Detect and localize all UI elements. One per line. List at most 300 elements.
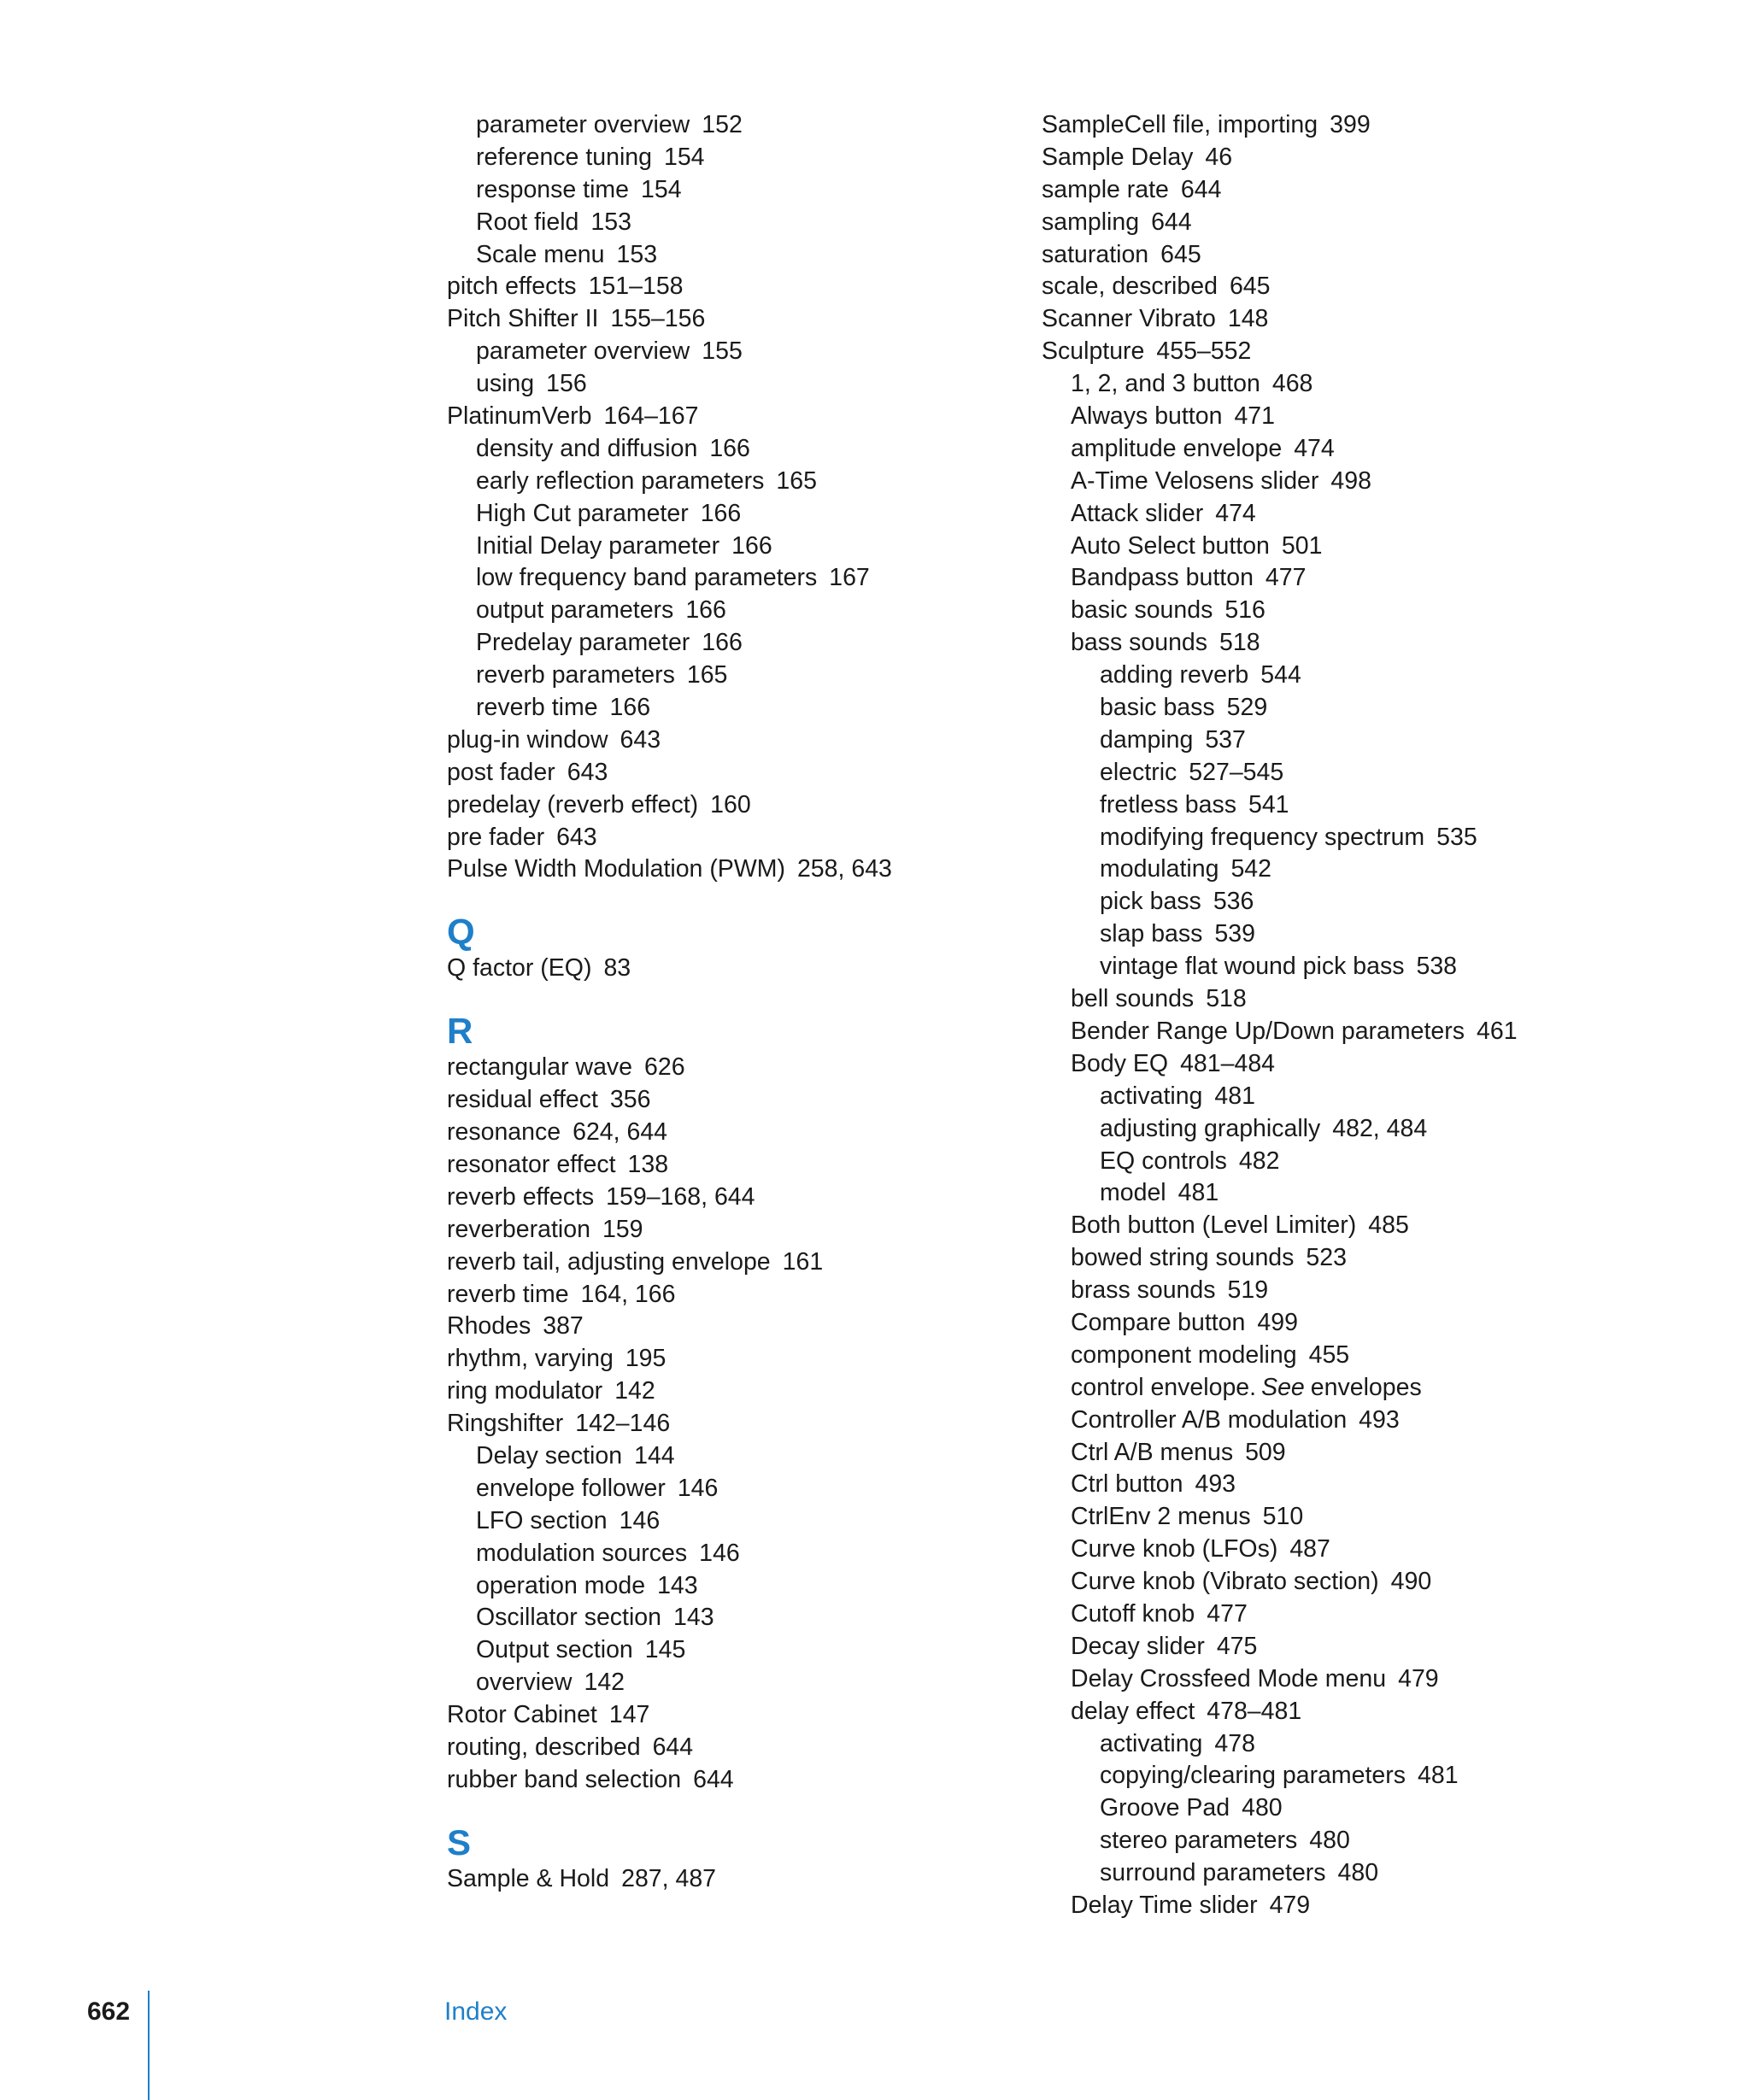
index-page-numbers: 644: [1151, 208, 1192, 236]
index-section-letter: S: [447, 1821, 472, 1862]
index-entry: [447, 660, 977, 692]
index-page-numbers: 166: [700, 499, 742, 527]
index-entry: [1042, 562, 1589, 595]
index-entry: [1042, 789, 1589, 822]
index-entry: [447, 1440, 977, 1473]
index-term: predelay (reverb effect): [447, 790, 699, 818]
index-page-numbers: 164, 166: [580, 1280, 676, 1308]
index-page-numbers: 167: [829, 564, 870, 592]
index-entry: [447, 1214, 977, 1247]
footer-divider: [148, 1991, 150, 2100]
index-page-numbers: 481: [1214, 1082, 1255, 1110]
index-page-numbers: 468: [1271, 370, 1313, 398]
index-entry: [1042, 1340, 1589, 1372]
index-entry: [1042, 627, 1589, 660]
index-page-numbers: 160: [710, 790, 751, 818]
index-term: copying/clearing parameters: [1100, 1762, 1406, 1790]
index-term: Rhodes: [447, 1312, 531, 1340]
index-page-numbers: 477: [1265, 564, 1307, 592]
index-entry: [447, 109, 977, 142]
index-term: Bandpass button: [1071, 564, 1254, 592]
index-page-numbers: 481: [1418, 1762, 1459, 1790]
index-page-numbers: 474: [1294, 434, 1335, 462]
index-page-numbers: 258, 643: [796, 855, 892, 883]
index-term: reverb time: [447, 1280, 569, 1308]
index-entry: [447, 1732, 977, 1764]
index-entry: [1042, 692, 1589, 724]
index-term: using: [476, 370, 535, 398]
index-term: output parameters: [476, 596, 674, 625]
index-page-numbers: 542: [1230, 855, 1271, 883]
index-entry: [447, 466, 977, 498]
index-page-numbers: 399: [1330, 111, 1371, 138]
index-entry: [447, 1182, 977, 1214]
index-entry: [447, 1311, 977, 1343]
index-page-numbers: 645: [1229, 273, 1271, 301]
index-entry: [1042, 1113, 1589, 1146]
index-entry: [1042, 1405, 1589, 1437]
index-term: model: [1100, 1179, 1166, 1207]
index-term: Attack slider: [1071, 499, 1204, 527]
index-entry: [447, 336, 977, 368]
index-term: Q factor (EQ): [447, 954, 592, 983]
index-term: pre fader: [447, 823, 545, 851]
index-entry: [447, 724, 977, 757]
index-term: Root field: [476, 208, 579, 236]
index-entry: [1042, 1825, 1589, 1857]
index-page-numbers: 166: [609, 694, 651, 722]
index-page-numbers: 144: [634, 1441, 675, 1469]
index-page-numbers: 499: [1257, 1308, 1298, 1336]
index-page-numbers: 536: [1213, 888, 1254, 916]
index-page-numbers: 155: [702, 337, 743, 366]
index-term: density and diffusion: [476, 434, 698, 462]
index-page-numbers: 142–146: [575, 1410, 671, 1438]
index-term: operation mode: [476, 1571, 646, 1599]
index-entry: [1042, 1177, 1589, 1210]
index-term: rhythm, varying: [447, 1345, 614, 1373]
index-term: Controller A/B modulation: [1071, 1405, 1348, 1434]
index-page-numbers: 478–481: [1207, 1697, 1302, 1725]
index-entry: [1042, 1760, 1589, 1792]
index-term: vintage flat wound pick bass: [1100, 953, 1405, 981]
index-term: Predelay parameter: [476, 629, 690, 657]
index-term: scale, described: [1042, 273, 1218, 301]
index-term: surround parameters: [1100, 1859, 1326, 1887]
index-page-numbers: 481: [1177, 1179, 1219, 1207]
index-entry: [447, 1084, 977, 1117]
index-section-letter: Q: [447, 912, 475, 953]
index-page-numbers: 161: [782, 1247, 824, 1276]
index-page-numbers: 482, 484: [1332, 1114, 1428, 1142]
index-term: modifying frequency spectrum: [1100, 823, 1425, 851]
index-page-numbers: 645: [1160, 240, 1201, 268]
index-page-numbers: 477: [1207, 1599, 1248, 1628]
index-term: bowed string sounds: [1071, 1244, 1295, 1272]
index-entry: [447, 401, 977, 433]
index-page-numbers: 165: [686, 661, 728, 689]
index-entry: [447, 1602, 977, 1634]
index-entry: [1042, 724, 1589, 757]
index-page-numbers: 644: [693, 1765, 734, 1793]
index-term: Delay Time slider: [1071, 1891, 1258, 1919]
index-page-numbers: 151–158: [588, 273, 684, 301]
index-entry: [1042, 1631, 1589, 1663]
index-term: resonance: [447, 1118, 561, 1147]
index-entry: [1042, 1210, 1589, 1242]
footer-section-title: Index: [444, 1997, 508, 2026]
index-term: PlatinumVerb: [447, 402, 592, 431]
index-entry: [1042, 207, 1589, 239]
index-term: early reflection parameters: [476, 466, 765, 495]
index-page-numbers: 535: [1436, 823, 1477, 851]
index-term: reference tuning: [476, 143, 652, 171]
index-term: fretless bass: [1100, 790, 1236, 818]
index-entry: [447, 433, 977, 466]
index-term: rectangular wave: [447, 1053, 633, 1082]
index-term: Delay Crossfeed Mode menu: [1071, 1664, 1387, 1692]
index-term: modulation sources: [476, 1539, 688, 1567]
index-page-numbers: 461: [1477, 1017, 1518, 1045]
index-entry: [447, 1343, 977, 1376]
index-page-numbers: 146: [699, 1539, 740, 1567]
see-reference: See: [1261, 1373, 1305, 1401]
index-page-numbers: 644: [1180, 175, 1222, 203]
index-entry: [1042, 239, 1589, 272]
index-page-numbers: 146: [619, 1506, 661, 1534]
index-page-numbers: 538: [1416, 953, 1458, 981]
index-entry: [447, 789, 977, 822]
index-page-numbers: 544: [1260, 661, 1301, 689]
index-entry: [1042, 174, 1589, 207]
index-entry: [1042, 1728, 1589, 1761]
index-entry: [1042, 1534, 1589, 1566]
index-entry: [447, 1117, 977, 1149]
index-term: reverb time: [476, 694, 598, 722]
index-entry: [1042, 109, 1589, 142]
index-page-numbers: 509: [1245, 1438, 1286, 1466]
index-term: SampleCell file, importing: [1042, 111, 1318, 138]
index-page-numbers: 643: [567, 758, 608, 786]
index-term: sample rate: [1042, 175, 1169, 203]
index-term: component modeling: [1071, 1340, 1297, 1369]
index-entry: [447, 1505, 977, 1538]
index-entry: [447, 1667, 977, 1699]
index-term: bass sounds: [1071, 629, 1208, 657]
index-entry: [1042, 1048, 1589, 1081]
index-entry: [1042, 1242, 1589, 1275]
index-term: low frequency band parameters: [476, 564, 818, 592]
index-term: Scale menu: [476, 240, 605, 268]
index-entry: [447, 142, 977, 174]
index-page-numbers: 510: [1262, 1503, 1304, 1531]
index-page-numbers: 518: [1206, 985, 1247, 1013]
index-column-right: [1042, 109, 1589, 1922]
index-page-numbers: 165: [776, 466, 817, 495]
index-page-numbers: 475: [1216, 1632, 1258, 1660]
index-term: EQ controls: [1100, 1147, 1227, 1175]
index-page-numbers: 153: [616, 240, 658, 268]
index-page-numbers: 527–545: [1189, 758, 1284, 786]
index-page-numbers: 138: [627, 1150, 669, 1178]
index-term: Compare button: [1071, 1308, 1246, 1336]
index-page-numbers: 145: [644, 1636, 686, 1664]
index-page-numbers: 518: [1219, 629, 1260, 657]
index-page-numbers: 478: [1214, 1729, 1255, 1757]
index-page-numbers: 83: [603, 954, 631, 983]
index-entry: [1042, 918, 1589, 951]
index-term: Curve knob (LFOs): [1071, 1535, 1278, 1563]
index-page-numbers: 387: [543, 1312, 584, 1340]
index-page-numbers: 471: [1234, 402, 1275, 431]
index-entry: [447, 498, 977, 531]
index-entry: [447, 303, 977, 336]
index-page-numbers: 624, 644: [573, 1118, 668, 1147]
index-page-numbers: 644: [652, 1733, 694, 1761]
index-entry: [1042, 498, 1589, 531]
index-entry: [1042, 595, 1589, 627]
index-term: Bender Range Up/Down parameters: [1071, 1017, 1465, 1045]
index-entry: [447, 531, 977, 563]
index-entry: [1042, 1469, 1589, 1501]
index-entry: [1042, 1857, 1589, 1890]
index-entry: [1042, 271, 1589, 303]
index-entry: [447, 822, 977, 854]
index-entry: [447, 595, 977, 627]
index-term: CtrlEnv 2 menus: [1071, 1503, 1251, 1531]
index-column-left: [447, 109, 977, 1896]
index-term: High Cut parameter: [476, 499, 689, 527]
index-term: Curve knob (Vibrato section): [1071, 1568, 1379, 1596]
index-term: Always button: [1071, 402, 1223, 431]
index-entry: [1042, 1792, 1589, 1825]
index-term: LFO section: [476, 1506, 608, 1534]
index-page-numbers: 541: [1248, 790, 1289, 818]
index-entry: [447, 1538, 977, 1570]
index-entry: [1042, 1307, 1589, 1340]
index-page-numbers: 152: [702, 111, 743, 138]
index-term: control envelope.: [1071, 1373, 1257, 1401]
index-reference-target: envelopes: [1310, 1373, 1422, 1401]
index-page-numbers: 356: [609, 1086, 651, 1114]
index-term: Oscillator section: [476, 1604, 661, 1632]
index-term: Decay slider: [1071, 1632, 1205, 1660]
index-term: adding reverb: [1100, 661, 1249, 689]
index-term: resonator effect: [447, 1150, 616, 1178]
index-page-numbers: 166: [702, 629, 743, 657]
index-term: reverb tail, adjusting envelope: [447, 1247, 771, 1276]
index-term: Both button (Level Limiter): [1071, 1211, 1357, 1240]
index-page-numbers: 523: [1306, 1244, 1347, 1272]
index-entry: [1042, 1566, 1589, 1598]
index-entry: [1042, 1146, 1589, 1178]
index-page-numbers: 519: [1227, 1276, 1269, 1305]
index-term: envelope follower: [476, 1474, 666, 1502]
index-entry: [1042, 1696, 1589, 1728]
index-entry: [447, 1699, 977, 1732]
index-page-numbers: 626: [644, 1053, 685, 1082]
index-page-numbers: 480: [1337, 1859, 1379, 1887]
index-page-numbers: 498: [1330, 466, 1371, 495]
index-entry: [447, 174, 977, 207]
index-term: Output section: [476, 1636, 633, 1664]
index-term: stereo parameters: [1100, 1827, 1298, 1855]
index-entry: [1042, 531, 1589, 563]
index-term: Cutoff knob: [1071, 1599, 1195, 1628]
index-page-numbers: 455: [1308, 1340, 1350, 1369]
index-page-numbers: 485: [1368, 1211, 1409, 1240]
index-term: Groove Pad: [1100, 1794, 1230, 1822]
index-page-numbers: 143: [673, 1604, 714, 1632]
index-entry: [447, 692, 977, 724]
index-term: parameter overview: [476, 111, 690, 138]
index-page-numbers: 501: [1281, 531, 1323, 560]
index-term: pick bass: [1100, 888, 1201, 916]
index-page-numbers: 539: [1214, 920, 1255, 948]
index-term: activating: [1100, 1729, 1203, 1757]
index-entry: [1042, 368, 1589, 401]
index-entry: [1042, 1275, 1589, 1307]
index-term: basic sounds: [1071, 596, 1213, 625]
index-page-numbers: 159: [602, 1215, 643, 1243]
index-term: sampling: [1042, 208, 1140, 236]
index-term: Rotor Cabinet: [447, 1701, 597, 1729]
index-term: plug-in window: [447, 725, 608, 754]
index-page-numbers: 493: [1195, 1470, 1236, 1499]
index-page-numbers: 480: [1309, 1827, 1350, 1855]
index-term: Scanner Vibrato: [1042, 305, 1216, 333]
index-page-numbers: 493: [1359, 1405, 1400, 1434]
index-entry: [1042, 1016, 1589, 1048]
index-entry: [447, 239, 977, 272]
index-term: rubber band selection: [447, 1765, 682, 1793]
index-entry: [1042, 142, 1589, 174]
index-entry: [447, 207, 977, 239]
index-page-numbers: 455–552: [1156, 337, 1252, 366]
index-section-letter: R: [447, 1011, 473, 1052]
index-entry: [1042, 1890, 1589, 1922]
index-term: Ctrl button: [1071, 1470, 1183, 1499]
index-term: electric: [1100, 758, 1177, 786]
index-term: modulating: [1100, 855, 1219, 883]
index-entry: [1042, 1598, 1589, 1631]
index-term: Pitch Shifter II: [447, 305, 599, 333]
index-entry: [1042, 757, 1589, 789]
index-page-numbers: 156: [546, 370, 587, 398]
index-page-numbers: 166: [709, 434, 750, 462]
index-term: Auto Select button: [1071, 531, 1270, 560]
index-term: parameter overview: [476, 337, 690, 366]
index-entry: [1042, 1501, 1589, 1534]
index-entry: [1042, 336, 1589, 368]
index-term: amplitude envelope: [1071, 434, 1283, 462]
index-entry: [1042, 983, 1589, 1016]
index-term: Delay section: [476, 1441, 623, 1469]
index-entry: [447, 1376, 977, 1408]
index-entry: [447, 627, 977, 660]
index-term: response time: [476, 175, 630, 203]
index-page-numbers: 643: [620, 725, 661, 754]
index-page-numbers: 481–484: [1180, 1049, 1276, 1077]
index-term: Body EQ: [1071, 1049, 1169, 1077]
index-term: damping: [1100, 725, 1194, 754]
index-page-numbers: 516: [1224, 596, 1266, 625]
index-entry: [447, 1473, 977, 1505]
index-page-numbers: 480: [1242, 1794, 1283, 1822]
index-page-numbers: 474: [1215, 499, 1256, 527]
index-entry: [447, 953, 977, 985]
index-entry: [447, 853, 977, 886]
index-term: overview: [476, 1669, 573, 1697]
index-entry: [447, 368, 977, 401]
index-entry: [447, 562, 977, 595]
index-term: Ctrl A/B menus: [1071, 1438, 1234, 1466]
index-entry: [447, 1570, 977, 1603]
index-term: Sample & Hold: [447, 1864, 610, 1892]
index-term: basic bass: [1100, 694, 1215, 722]
index-page-numbers: 155–156: [610, 305, 706, 333]
index-term: ring modulator: [447, 1377, 603, 1405]
index-entry: [447, 1149, 977, 1182]
index-entry: [1042, 1081, 1589, 1113]
index-page-numbers: 142: [584, 1669, 625, 1697]
index-page-numbers: 287, 487: [621, 1864, 717, 1892]
index-page-numbers: 166: [685, 596, 726, 625]
index-page-numbers: 164–167: [603, 402, 699, 431]
index-entry: [447, 1247, 977, 1279]
index-entry: [1042, 660, 1589, 692]
index-page-numbers: 46: [1205, 143, 1233, 171]
index-page-numbers: 154: [663, 143, 705, 171]
index-page-numbers: 159–168, 644: [606, 1182, 755, 1211]
index-page-numbers: 154: [641, 175, 682, 203]
index-entry: [1042, 433, 1589, 466]
index-term: reverb parameters: [476, 661, 675, 689]
index-entry: [1042, 1663, 1589, 1696]
index-term: Sculpture: [1042, 337, 1145, 366]
index-entry: [1042, 1372, 1589, 1405]
index-term: slap bass: [1100, 920, 1203, 948]
index-page-numbers: 153: [590, 208, 631, 236]
index-page-numbers: 529: [1226, 694, 1268, 722]
index-term: brass sounds: [1071, 1276, 1216, 1305]
index-entry: [447, 1279, 977, 1311]
index-entry: [1042, 951, 1589, 983]
index-page-numbers: 142: [614, 1377, 655, 1405]
index-page-numbers: 537: [1205, 725, 1246, 754]
index-entry: [1042, 303, 1589, 336]
index-entry: [1042, 1437, 1589, 1469]
index-term: delay effect: [1071, 1697, 1195, 1725]
index-term: saturation: [1042, 240, 1149, 268]
index-page-numbers: 482: [1238, 1147, 1280, 1175]
index-entry: [447, 1052, 977, 1084]
index-term: routing, described: [447, 1733, 641, 1761]
index-term: Sample Delay: [1042, 143, 1194, 171]
index-page-numbers: 147: [608, 1701, 650, 1729]
index-entry: [1042, 466, 1589, 498]
index-entry: [1042, 822, 1589, 854]
index-entry: [447, 757, 977, 789]
index-term: activating: [1100, 1082, 1203, 1110]
index-page-numbers: 195: [625, 1345, 667, 1373]
index-term: Ringshifter: [447, 1410, 564, 1438]
index-entry: [447, 1408, 977, 1440]
index-term: 1, 2, and 3 button: [1071, 370, 1260, 398]
index-term: A-Time Velosens slider: [1071, 466, 1319, 495]
index-page-numbers: 487: [1289, 1535, 1330, 1563]
index-term: adjusting graphically: [1100, 1114, 1321, 1142]
